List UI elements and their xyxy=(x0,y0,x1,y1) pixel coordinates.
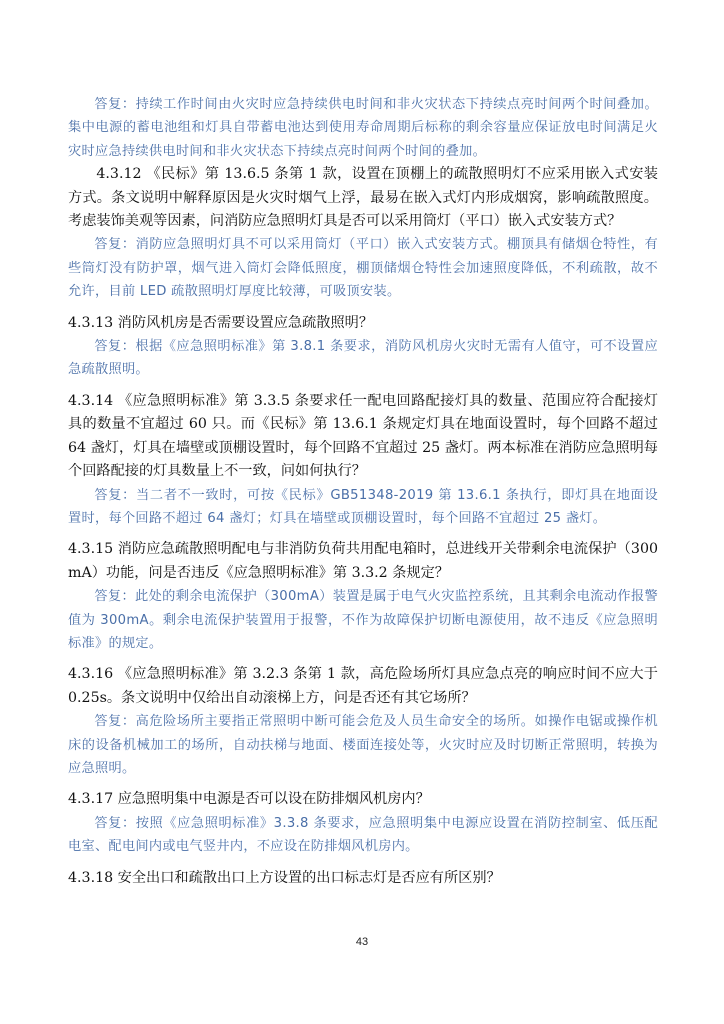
answer-paragraph: 答复：根据《应急照明标准》第 3.8.1 条要求，消防风机房火灾时无需有人值守，可不设置应急疏散照明。 xyxy=(68,339,658,378)
question-paragraph: 4.3.18 安全出口和疏散出口上方设置的出口标志灯是否应有所区别？ xyxy=(68,869,501,886)
answer-paragraph: 答复：消防应急照明灯具不可以采用筒灯（平口）嵌入式安装方式。棚顶具有储烟仓特性，有些筒灯没有防护罩，烟气进入筒灯会降低照度，棚顶储烟仓特性会加速照度降低，不利疏散，故不允许，目前 LED 疏散照明灯厚度比较薄，可吸顶安装。 xyxy=(68,237,658,300)
answer-paragraph: 答复：高危险场所主要指正常照明中断可能会危及人员生命安全的场所。如操作电锯或操作机床的设备机械加工的场所，自动扶梯与地面、楼面连接处等，火灾时应及时切断正常照明，转换为应急照明。 xyxy=(68,714,658,776)
answer-paragraph: 答复：持续工作时间由火灾时应急持续供电时间和非火灾状态下持续点亮时间两个时间叠加。集中电源的蓄电池组和灯具自带蓄电池达到使用寿命周期后标称的剩余容量应保证放电时间满足火灾时应急持续供电时间和非火灾状态下持续点亮时间两个时间的叠加。 xyxy=(68,97,658,159)
answer-paragraph: 答复：当二者不一致时，可按《民标》GB51348-2019 第 13.6.1 条执行，即灯具在地面设置时，每个回路不超过 64 盏灯；灯具在墙壁或顶棚设置时，每个回路不宜超过 25 盏灯。 xyxy=(68,487,658,526)
answer-paragraph: 答复：按照《应急照明标准》3.3.8 条要求，应急照明集中电源应设置在消防控制室、低压配电室、配电间内或电气竖井内，不应设在防排烟风机房内。 xyxy=(68,815,658,855)
question-paragraph: 4.3.17 应急照明集中电源是否可以设在防排烟风机房内？ xyxy=(68,791,430,808)
question-paragraph: 4.3.12 《民标》第 13.6.5 条第 1 款，设置在顶棚上的疏散照明灯不应采用嵌入式安装方式。条文说明中解释原因是火灾时烟气上浮，最易在嵌入式灯内形成烟窝，影响疏散照度。考虑装饰美观等因素，问消防应急照明灯具是否可以采用筒灯（平口）嵌入式安装方式？ xyxy=(68,166,658,230)
question-paragraph: 4.3.13 消防风机房是否需要设置应急疏散照明？ xyxy=(68,314,374,331)
answer-paragraph: 答复：此处的剩余电流保护（300mA）装置是属于电气火灾监控系统，且其剩余电流动作报警值为 300mA。剩余电流保护装置用于报警，不作为故障保护切断电源使用，故不违反《应急照明标准》的规定。 xyxy=(68,589,658,651)
question-paragraph: 4.3.16 《应急照明标准》第 3.2.3 条第 1 款，高危险场所灯具应急点亮的响应时间不应大于 0.25s。条文说明中仅给出自动滚梯上方，问是否还有其它场所？ xyxy=(68,666,658,706)
page-number: 43 xyxy=(355,936,369,948)
question-paragraph: 4.3.14 《应急照明标准》第 3.3.5 条要求任一配电回路配接灯具的数量、范围应符合配接灯具的数量不宜超过 60 只。而《民标》第 13.6.1 条规定灯具在地面设置时，每个回路不超过 64 盏灯，灯具在墙壁或顶棚设置时，每个回路不宜超过 25 盏灯。两本标准在消防应急照明每个回路配接的灯具数量上不一致，问如何执行？ xyxy=(68,392,658,480)
question-paragraph: 4.3.15 消防应急疏散照明配电与非消防负荷共用配电箱时，总进线开关带剩余电流保护（300mA）功能，问是否违反《应急照明标准》第 3.3.2 条规定？ xyxy=(68,541,658,581)
page-content xyxy=(68,93,658,890)
